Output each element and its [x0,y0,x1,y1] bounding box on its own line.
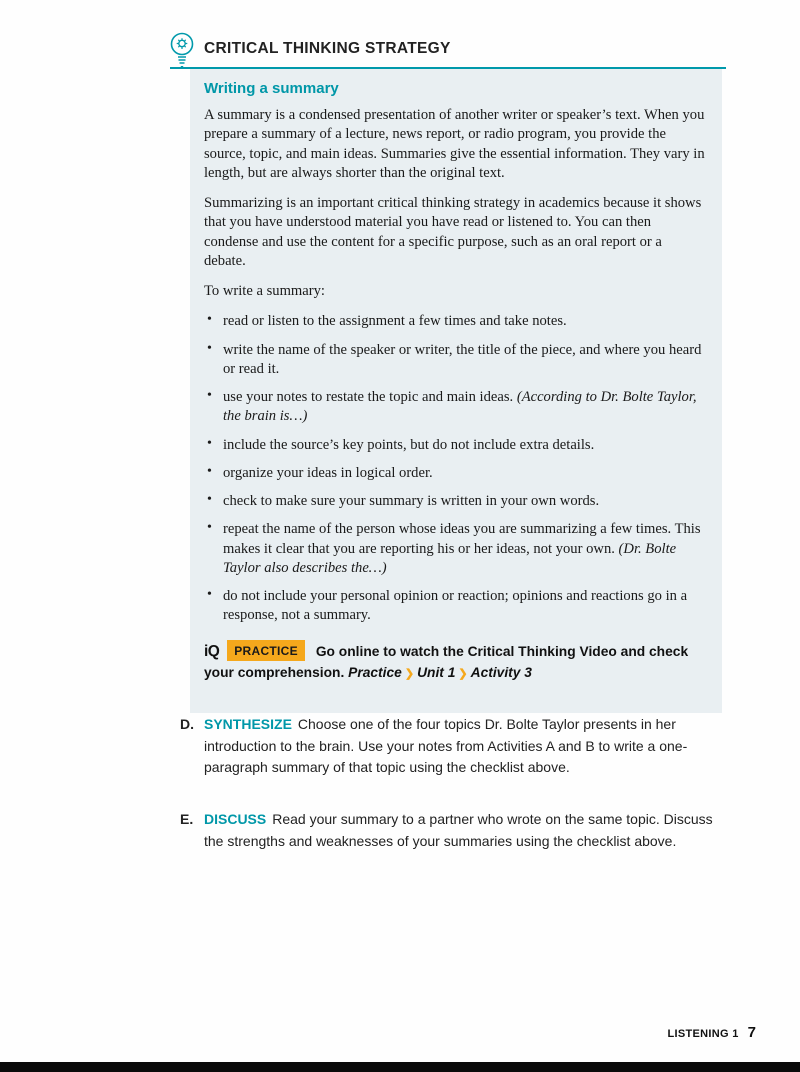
page-bottom-edge [0,1062,800,1072]
bullet-text: repeat the name of the person whose ideas you are summarizing a few times. This makes it clear that you are reporting his or her ideas, not your own. [223,521,701,557]
chevron-right-icon: ❯ [458,667,468,680]
breadcrumb-item: Activity 3 [470,664,532,680]
footer-section-label: LISTENING 1 [667,1028,739,1040]
activities-section [180,714,728,882]
activity-text: Choose one of the four topics Dr. Bolte Taylor presents in her introduction to the brain. Use your notes from Activities A and B to write a one-paragraph summary of that topic using the checklist above. [204,716,688,776]
activity-keyword: SYNTHESIZE [204,716,292,732]
bullet-text: write the name of the speaker or writer, the title of the piece, and where you heard or read it. [223,341,702,377]
strategy-list-intro: To write a summary: [204,283,325,299]
breadcrumb-item: Unit 1 [417,664,456,680]
activity-d [180,714,728,779]
summary-checklist [204,312,705,625]
iq-practice-note [204,640,705,684]
list-item [204,520,705,578]
list-item [204,312,705,331]
strategy-subtitle: Writing a summary [204,80,339,97]
bullet-text: do not include your personal opinion or reaction; opinions and reactions go in a response, not a summary. [223,588,688,624]
list-item [204,464,705,483]
practice-badge: PRACTICE [227,640,305,661]
bullet-example: (Dr. Bolte Taylor also describes the…) [223,540,677,576]
bullet-text: check to make sure your summary is written in your own words. [223,493,600,509]
strategy-paragraph: A summary is a condensed presentation of another writer or speaker’s text. When you prepare a summary of a lecture, news report, or radio program, you provide the source, topic, and main ideas. Summaries give the essential information. They vary in length, but are always shorter than the original text. [204,107,705,181]
bullet-example: (According to Dr. Bolte Taylor, the brain is…) [223,389,697,425]
strategy-paragraph: Summarizing is an important critical thinking strategy in academics because it shows that you have understood material you have read or listened to. You can then condense and use the content for a specific purpose, such as an oral report or a debate. [204,195,702,269]
footer-page-number: 7 [747,1024,756,1041]
iq-logo: iQ [204,642,220,660]
strategy-box [190,69,722,713]
list-item [204,341,705,380]
list-item [204,492,705,511]
breadcrumb-item: Practice [348,664,402,680]
activity-keyword: DISCUSS [204,811,267,828]
list-item [204,388,705,427]
strategy-header [170,30,726,69]
strategy-title: CRITICAL THINKING STRATEGY [204,40,451,57]
bullet-text: include the source’s key points, but do not include extra details. [223,436,595,453]
practice-breadcrumb [348,665,532,680]
bullet-text: read or listen to the assignment a few times and take notes. [223,313,567,330]
bullet-text: organize your ideas in logical order. [223,464,433,481]
activity-letter: D. [180,716,194,732]
list-item [204,436,705,455]
page-footer [668,1024,757,1041]
chevron-right-icon: ❯ [404,667,415,680]
practice-text: Go online to watch the Critical Thinking Video and check your comprehension. [204,643,689,680]
activity-letter: E. [180,811,194,828]
activity-e [180,809,728,852]
list-item [204,587,705,626]
bullet-text: use your notes to restate the topic and main ideas. [223,389,517,405]
activity-text: Read your summary to a partner who wrote on the same topic. Discuss the strengths and weaknesses of your summaries using the checklist above. [204,811,713,849]
